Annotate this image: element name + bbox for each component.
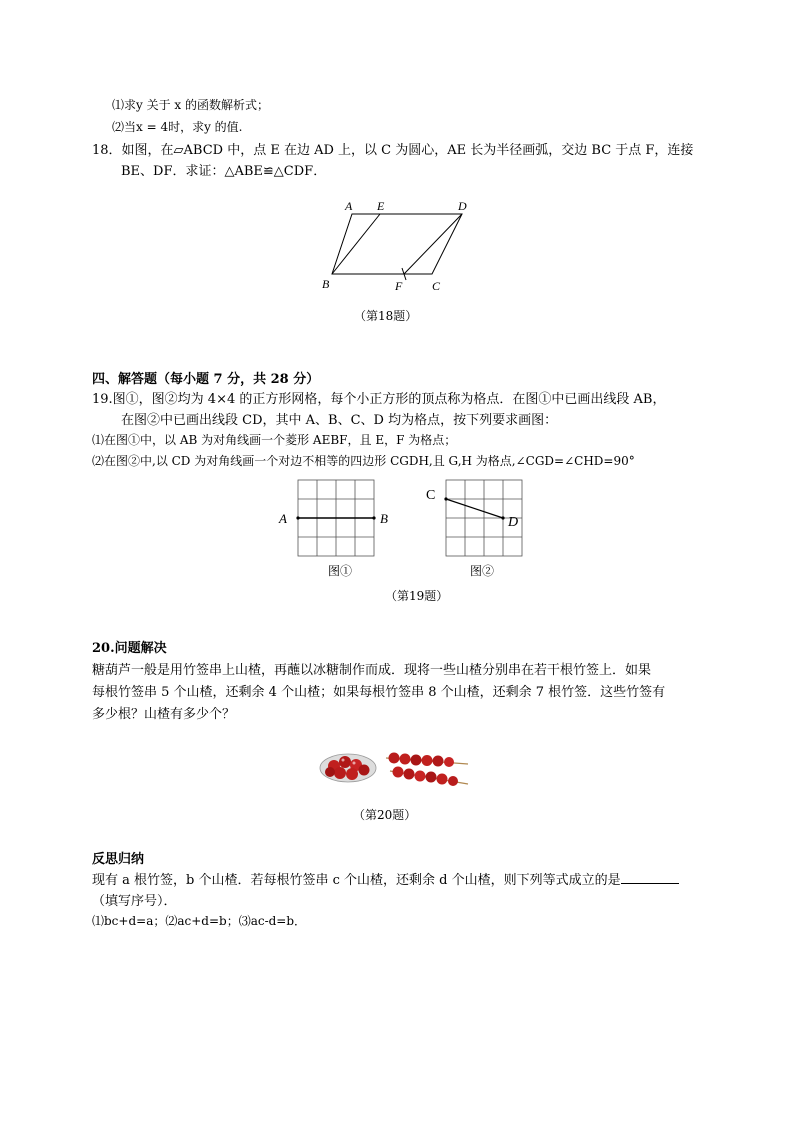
q20-caption: （第20题） [353,808,417,822]
label-f: F [395,279,403,293]
q20-text-line3: 多少根？山楂有多少个？ [92,707,236,722]
fig2-label-c: C [426,488,436,503]
q17-part1: ⑴求y 关于 x 的函数解析式； [112,98,269,112]
segment-df [404,214,462,274]
label-a: A [345,199,353,213]
reflection-heading: 反思归纳 [92,852,145,867]
q19-text-line1: 19.图①，图②均为 4×4 的正方形网格，每个小正方形的顶点称为格点．在图①中已画出线段 AB， [92,392,666,407]
tanghulu-image [318,744,474,792]
segment-be [332,214,380,274]
fig1-label-a: A [279,511,287,526]
q19-caption: （第19题） [385,589,449,603]
label-d: D [458,199,467,213]
q19-part1: ⑴在图①中，以 AB 为对角线画一个菱形 AEBF，且 E，F 为格点； [92,433,457,447]
hawthorn-plate-icon [320,754,376,782]
q19-figure1-grid [274,478,394,560]
fig2-label-d: D [508,515,519,530]
parallelogram-abcd [332,214,462,274]
fig1-name: 图① [328,564,353,578]
label-e: E [377,199,385,213]
q20-text-line1: 糖葫芦一般是用竹签串上山楂，再蘸以冰糖制作而成．现将一些山楂分别串在若干根竹签上．如果 [92,663,652,678]
reflection-options: ⑴bc+d=a；⑵ac+d=b；⑶ac-d=b． [92,914,307,928]
q18-text-line1: 18．如图，在▱ABCD 中，点 E 在边 AD 上，以 C 为圆心，AE 长为半径画弧，交边 BC 于点 F，连接 [92,143,694,158]
q20-heading: 20.问题解决 [92,641,167,656]
q19-text-line2: 在图②中已画出线段 CD，其中 A、B、C、D 均为格点，按下列要求画图： [121,413,558,428]
q18-parallelogram-figure [310,192,490,296]
reflection-text-line1 [92,869,679,888]
skewer-icon [386,753,468,768]
q20-text-line2: 每根竹签串 5 个山楂，还剩余 4 个山楂；如果每根竹签串 8 个山楂，还剩余 7 根竹签．这些竹签有 [92,685,666,700]
answer-blank[interactable] [621,871,679,884]
label-b: B [322,277,330,291]
q19-part2: ⑵在图②中,以 CD 为对角线画一个对边不相等的四边形 CGDH,且 G,H 为格点,∠CGD=∠CHD=90° [92,454,635,468]
fig1-label-b: B [380,511,388,526]
label-c: C [432,279,441,293]
fig2-name: 图② [470,564,495,578]
reflection-line1-text: 现有 a 根竹签，b 个山楂．若每根竹签串 c 个山楂，还剩余 d 个山楂，则下列等式成立的是 [92,873,621,888]
q17-part2: ⑵当x = 4时，求y 的值. [112,120,243,134]
skewer-icon [390,767,468,787]
q18-caption: （第18题） [354,309,418,323]
q18-text-line2: BE、DF．求证：△ABE≌△CDF． [121,164,327,179]
section4-heading: 四、解答题（每小题 7 分，共 28 分） [92,372,320,387]
q19-figure2-grid [420,478,540,560]
reflection-text-line2: （填写序号）． [92,894,177,909]
segment-cd [446,499,503,518]
